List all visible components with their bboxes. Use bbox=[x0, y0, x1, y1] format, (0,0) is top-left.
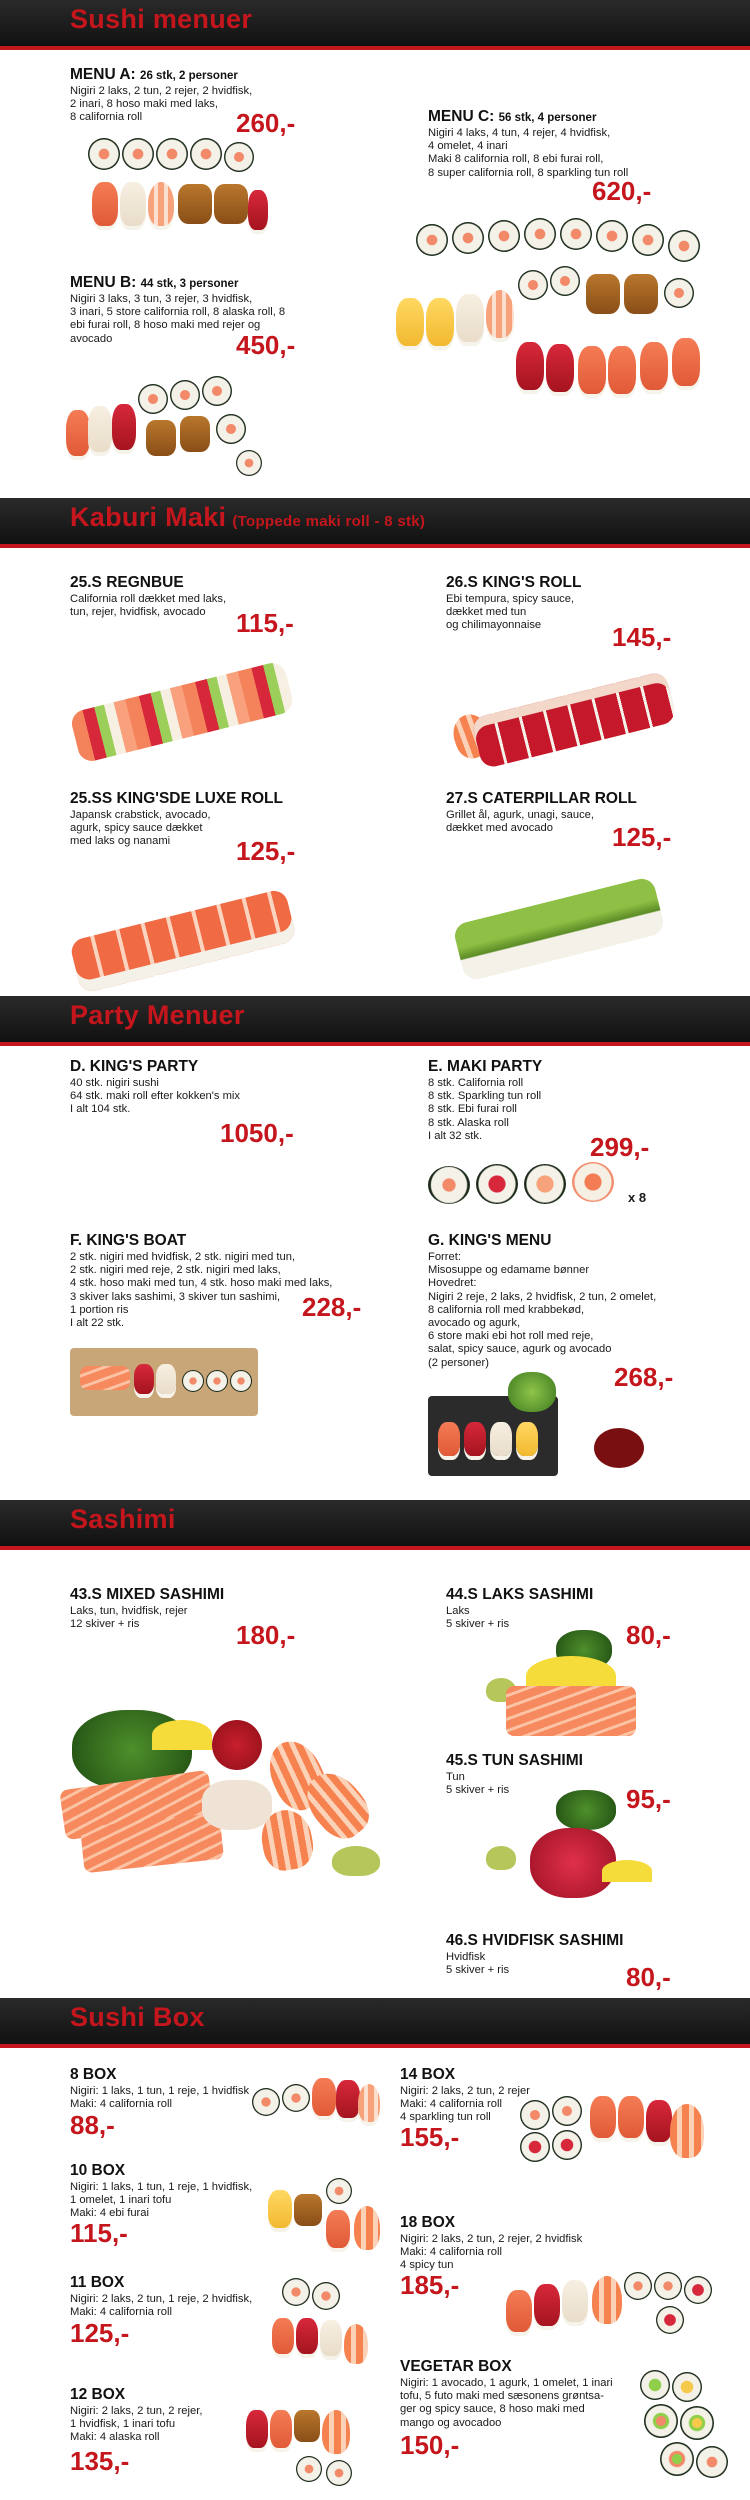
party-price-kings-boat: 228,- bbox=[302, 1292, 362, 1322]
section-title: Sushi Box bbox=[70, 2002, 205, 2032]
sashimi-price-mixed: 180,- bbox=[236, 1620, 296, 1650]
party-price-kings-menu: 268,- bbox=[614, 1362, 674, 1392]
section-title: Sushi menuer bbox=[70, 4, 253, 34]
item-name: E. MAKI PARTY bbox=[428, 1058, 543, 1075]
menu-a-price: 260,- bbox=[236, 108, 296, 138]
box-price-10: 115,- bbox=[70, 2218, 128, 2248]
item-description: Nigiri 2 laks, 2 tun, 2 rejer, 2 hvidfisk, 2 inari, 8 hoso maki med laks, 8 california roll bbox=[70, 85, 253, 124]
item-name: 8 BOX bbox=[70, 2066, 117, 2083]
box-price-14: 155,- bbox=[400, 2122, 460, 2152]
item-description: 2 stk. nigiri med hvidfisk, 2 stk. nigiri med tun, 2 stk. nigiri med reje, 2 stk. nigiri med laks, 4 stk. hoso maki med tun, 4 stk. hoso maki med laks, 3 skiver laks sashimi, 3 skiver tun sashimi, 1 portion ris I alt 22 stk. bbox=[70, 1251, 333, 1330]
party-item-kings-menu bbox=[428, 1232, 656, 1370]
item-description: Forret: Misosuppe og edamame bønner Hovedret: Nigiri 2 reje, 2 laks, 2 hvidfisk, 2 tun, 2 omelet, 8 california roll med krabbekød, avocado og agurk, 6 store maki ebi hot roll med reje, salat, spicy sauce, agurk og avocado (2 personer) bbox=[428, 1251, 657, 1369]
box-price-vegetar: 150,- bbox=[400, 2430, 460, 2460]
item-description: Laks, tun, hvidfisk, rejer 12 skiver + ris bbox=[70, 1605, 188, 1631]
item-name: 11 BOX bbox=[70, 2274, 125, 2291]
section-title: Sashimi bbox=[70, 1504, 176, 1534]
kaburi-price-regnbue: 115,- bbox=[236, 608, 294, 638]
item-description: Nigiri: 1 laks, 1 tun, 1 reje, 1 hvidfisk, 1 omelet, 1 inari tofu Maki: 4 ebi furai bbox=[70, 2181, 253, 2220]
item-name: F. KING'S BOAT bbox=[70, 1232, 187, 1249]
box-price-11: 125,- bbox=[70, 2318, 130, 2348]
item-count: 26 stk, 2 personer bbox=[140, 70, 238, 82]
item-description: Ebi tempura, spicy sauce, dækket med tun og chilimayonnaise bbox=[446, 593, 575, 632]
maki-party-multiplier: x 8 bbox=[628, 1190, 647, 1205]
caterpillar-roll-image bbox=[452, 860, 664, 980]
item-name: 43.S MIXED SASHIMI bbox=[70, 1586, 225, 1603]
kaburi-item-caterpillar bbox=[446, 790, 637, 835]
menu-b-image bbox=[66, 370, 266, 490]
box-item-vegetar bbox=[400, 2358, 613, 2430]
item-description: Laks 5 skiver + ris bbox=[446, 1605, 510, 1631]
item-name: 45.S TUN SASHIMI bbox=[446, 1752, 583, 1769]
kings-roll-image bbox=[454, 654, 674, 774]
box-item-8 bbox=[70, 2066, 249, 2111]
section-subtitle: (Toppede maki roll - 8 stk) bbox=[232, 513, 426, 530]
item-name: D. KING'S PARTY bbox=[70, 1058, 199, 1075]
menu-a-image bbox=[88, 138, 268, 248]
party-price-maki-party: 299,- bbox=[590, 1132, 650, 1162]
kaburi-item-regnbue bbox=[70, 574, 226, 619]
box-10-image bbox=[268, 2170, 388, 2260]
maki-party-image bbox=[428, 1162, 648, 1208]
item-description: Nigiri: 2 laks, 2 tun, 2 rejer, 2 hvidfisk Maki: 4 california roll 4 spicy tun bbox=[400, 2233, 583, 2272]
kingsde-luxe-roll-image bbox=[72, 874, 302, 984]
laks-sashimi-image bbox=[486, 1630, 646, 1740]
kaburi-item-kings-roll bbox=[446, 574, 581, 633]
party-price-kings-party: 1050,- bbox=[220, 1118, 294, 1148]
menu-c bbox=[428, 108, 628, 180]
item-count: 44 stk, 3 personer bbox=[140, 278, 239, 290]
item-name: 25.SS KING'SDE LUXE ROLL bbox=[70, 790, 283, 807]
box-item-10 bbox=[70, 2162, 252, 2221]
item-name: 18 BOX bbox=[400, 2214, 456, 2231]
box-item-12 bbox=[70, 2386, 202, 2445]
item-description: Nigiri 4 laks, 4 tun, 4 rejer, 4 hvidfisk, 4 omelet, 4 inari Maki 8 california roll, 8 ebi furai roll, 8 super california roll, 8 sparkling tun roll bbox=[428, 127, 629, 179]
item-description: Nigiri: 1 laks, 1 tun, 1 reje, 1 hvidfisk Maki: 4 california roll bbox=[70, 2085, 250, 2111]
item-description: Nigiri: 2 laks, 2 tun, 1 reje, 2 hvidfisk, Maki: 4 california roll bbox=[70, 2293, 253, 2319]
item-description: Nigiri: 2 laks, 2 tun, 2 rejer Maki: 4 california roll 4 sparkling tun roll bbox=[400, 2085, 530, 2124]
box-18-image bbox=[506, 2260, 726, 2350]
kaburi-price-kings-roll: 145,- bbox=[612, 622, 672, 652]
box-11-image bbox=[272, 2278, 372, 2378]
item-name: MENU C: bbox=[428, 108, 495, 125]
item-name: MENU A: bbox=[70, 66, 136, 83]
item-name: 46.S HVIDFISK SASHIMI bbox=[446, 1932, 624, 1949]
regnbue-roll-image bbox=[72, 646, 302, 756]
box-item-11 bbox=[70, 2274, 252, 2319]
item-name: 44.S LAKS SASHIMI bbox=[446, 1586, 594, 1603]
item-name: 27.S CATERPILLAR ROLL bbox=[446, 790, 637, 807]
item-description: Nigiri: 1 avocado, 1 agurk, 1 omelet, 1 inari tofu, 5 futo maki med sæsonens grøntsa- ger og spicy sauce, 8 hoso maki med mango og avocadoo bbox=[400, 2377, 613, 2429]
party-item-kings-party bbox=[70, 1058, 240, 1117]
box-price-18: 185,- bbox=[400, 2270, 460, 2300]
box-14-image bbox=[520, 2060, 710, 2180]
box-item-14 bbox=[400, 2066, 530, 2125]
menu-b-price: 450,- bbox=[236, 330, 296, 360]
sashimi-price-tun: 95,- bbox=[626, 1784, 671, 1814]
section-title: Party Menuer bbox=[70, 1000, 245, 1030]
party-item-maki-party bbox=[428, 1058, 542, 1143]
sashimi-item-hvidfisk bbox=[446, 1932, 623, 1977]
item-name: 26.S KING'S ROLL bbox=[446, 574, 582, 591]
item-count: 56 stk, 4 personer bbox=[498, 112, 597, 124]
sashimi-price-laks: 80,- bbox=[626, 1620, 671, 1650]
item-name: 12 BOX bbox=[70, 2386, 126, 2403]
tun-sashimi-image bbox=[486, 1790, 656, 1910]
party-item-kings-boat bbox=[70, 1232, 332, 1330]
item-name: G. KING'S MENU bbox=[428, 1232, 552, 1249]
item-description: Tun 5 skiver + ris bbox=[446, 1771, 510, 1797]
section-header-sashimi bbox=[0, 1500, 750, 1550]
menu-c-image bbox=[396, 214, 716, 414]
item-name: VEGETAR BOX bbox=[400, 2358, 512, 2375]
sashimi-item-laks bbox=[446, 1586, 593, 1631]
item-description: Japansk crabstick, avocado, agurk, spicy sauce dækket med laks og nanami bbox=[70, 809, 211, 848]
box-price-12: 135,- bbox=[70, 2446, 130, 2476]
item-description: California roll dækket med laks, tun, rejer, hvidfisk, avocado bbox=[70, 593, 227, 619]
item-description: Grillet ål, agurk, unagi, sauce, dækket med avocado bbox=[446, 809, 594, 835]
section-header-kaburi-maki bbox=[0, 498, 750, 548]
item-name: 10 BOX bbox=[70, 2162, 126, 2179]
box-8-image bbox=[252, 2058, 382, 2138]
menu-a bbox=[70, 66, 252, 125]
sashimi-price-hvidfisk: 80,- bbox=[626, 1962, 671, 1992]
sashimi-item-mixed bbox=[70, 1586, 224, 1631]
item-description: Nigiri: 2 laks, 2 tun, 2 rejer, 1 hvidfisk, 1 inari tofu Maki: 4 alaska roll bbox=[70, 2405, 203, 2444]
item-description: Nigiri 3 laks, 3 tun, 3 rejer, 3 hvidfisk, 3 inari, 5 store california roll, 8 alaska roll, 8 ebi furai roll, 8 hoso maki med rejer og avocado bbox=[70, 293, 286, 345]
item-name: 25.S REGNBUE bbox=[70, 574, 184, 591]
kings-boat-image bbox=[70, 1348, 258, 1416]
vegetar-box-image bbox=[600, 2370, 730, 2494]
item-name: 14 BOX bbox=[400, 2066, 456, 2083]
item-description: Hvidfisk 5 skiver + ris bbox=[446, 1951, 510, 1977]
kaburi-price-caterpillar: 125,- bbox=[612, 822, 672, 852]
section-header-party-menuer bbox=[0, 996, 750, 1046]
mixed-sashimi-image bbox=[62, 1680, 402, 1890]
menu-c-price: 620,- bbox=[592, 176, 652, 206]
kaburi-price-kingsde-luxe: 125,- bbox=[236, 836, 296, 866]
item-description: 8 stk. California roll 8 stk. Sparkling tun roll 8 stk. Ebi furai roll 8 stk. Alaska roll I alt 32 stk. bbox=[428, 1077, 542, 1142]
box-price-8: 88,- bbox=[70, 2110, 115, 2140]
section-header-sushi-box bbox=[0, 1998, 750, 2048]
section-header-sushi-menuer bbox=[0, 0, 750, 50]
section-title: Kaburi Maki bbox=[70, 502, 227, 532]
item-name: MENU B: bbox=[70, 274, 137, 291]
box-12-image bbox=[246, 2380, 376, 2490]
kings-menu-image bbox=[428, 1372, 668, 1478]
item-description: 40 stk. nigiri sushi 64 stk. maki roll efter kokken's mix I alt 104 stk. bbox=[70, 1077, 240, 1116]
